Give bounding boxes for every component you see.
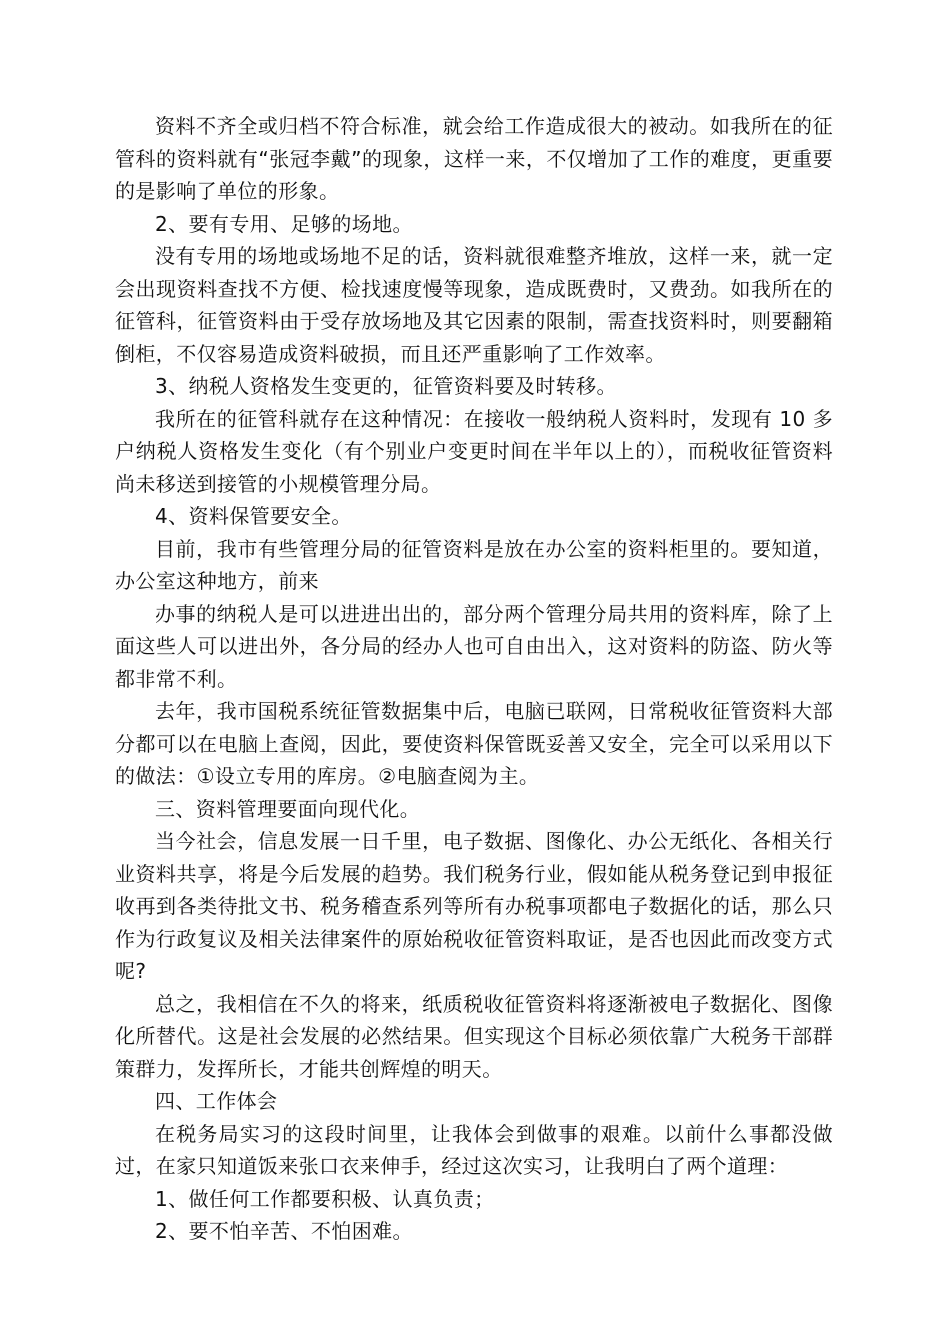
paragraph-digitization: 当今社会，信息发展一日千里，电子数据、图像化、办公无纸化、各相关行业资料共享，将是今后发展的趋势。我们税务行业，假如能从税务登记到申报征收再到各类待批文书、税务稽查系列等所有办税事项都电子数据化的话，那么只作为行政复议及相关法律案件的原始税收征管资料取证，是否也因此而改变方式呢? [115,829,833,983]
paragraph-internship: 在税务局实习的这段时间里，让我体会到做事的艰难。以前什么事都没做过，在家只知道饭来张口衣来伸手，经过这次实习，让我明白了两个道理： [115,1121,833,1178]
list-item-lesson-1: 1、做任何工作都要积极、认真负责； [155,1186,495,1211]
paragraph-conclusion: 总之，我相信在不久的将来，纸质税收征管资料将逐渐被电子数据化、图像化所替代。这是社会发展的必然结果。但实现这个目标必须依靠广大税务干部群策群力，发挥所长，才能共创辉煌的明天。 [115,991,833,1081]
heading-dedicated-space: 2、要有专用、足够的场地。 [155,211,413,236]
list-item-lesson-2: 2、要不怕辛苦、不怕困难。 [155,1219,413,1243]
document-page [115,110,833,1248]
paragraph-transfer-case: 我所在的征管科就存在这种情况：在接收一般纳税人资料时，发现有 10 多户纳税人资格发生变化（有个别业户变更时间在半年以上的），而税收征管资料尚未移送到接管的小规模管理分局。 [115,406,833,496]
paragraph-open-access: 办事的纳税人是可以进进出出的，部分两个管理分局共用的资料库，除了上面这些人可以进出外，各分局的经办人也可自由出入，这对资料的防盗、防火等都非常不利。 [115,601,833,691]
heading-taxpayer-change: 3、纳税人资格发生变更的，征管资料要及时转移。 [155,374,617,398]
paragraph-space-shortage: 没有专用的场地或场地不足的话，资料就很难整齐堆放，这样一来，就一定会出现资料查找不方便、检找速度慢等现象，造成既费时，又费劲。如我所在的征管科，征管资料由于受存放场地及其它因素的限制，需查找资料时，则要翻箱倒柜，不仅容易造成资料破损，而且还严重影响了工作效率。 [115,244,833,366]
paragraph-office-storage: 目前，我市有些管理分局的征管资料是放在办公室的资料柜里的。要知道，办公室这种地方，前来 [115,536,833,593]
paragraph-networked-data: 去年，我市国税系统征管数据集中后，电脑已联网，日常税收征管资料大部分都可以在电脑上查阅，因此，要使资料保管既妥善又安全，完全可以采用以下的做法：①设立专用的库房。②电脑查阅为主。 [115,699,833,788]
paragraph-archive-standard: 资料不齐全或归档不符合标准，就会给工作造成很大的被动。如我所在的征管科的资料就有“张冠李戴”的现象，这样一来，不仅增加了工作的难度，更重要的是影响了单位的形象。 [115,114,833,203]
heading-work-experience: 四、工作体会 [155,1089,278,1113]
heading-modernization: 三、资料管理要面向现代化。 [155,796,421,821]
heading-storage-safety: 4、资料保管要安全。 [155,504,352,528]
